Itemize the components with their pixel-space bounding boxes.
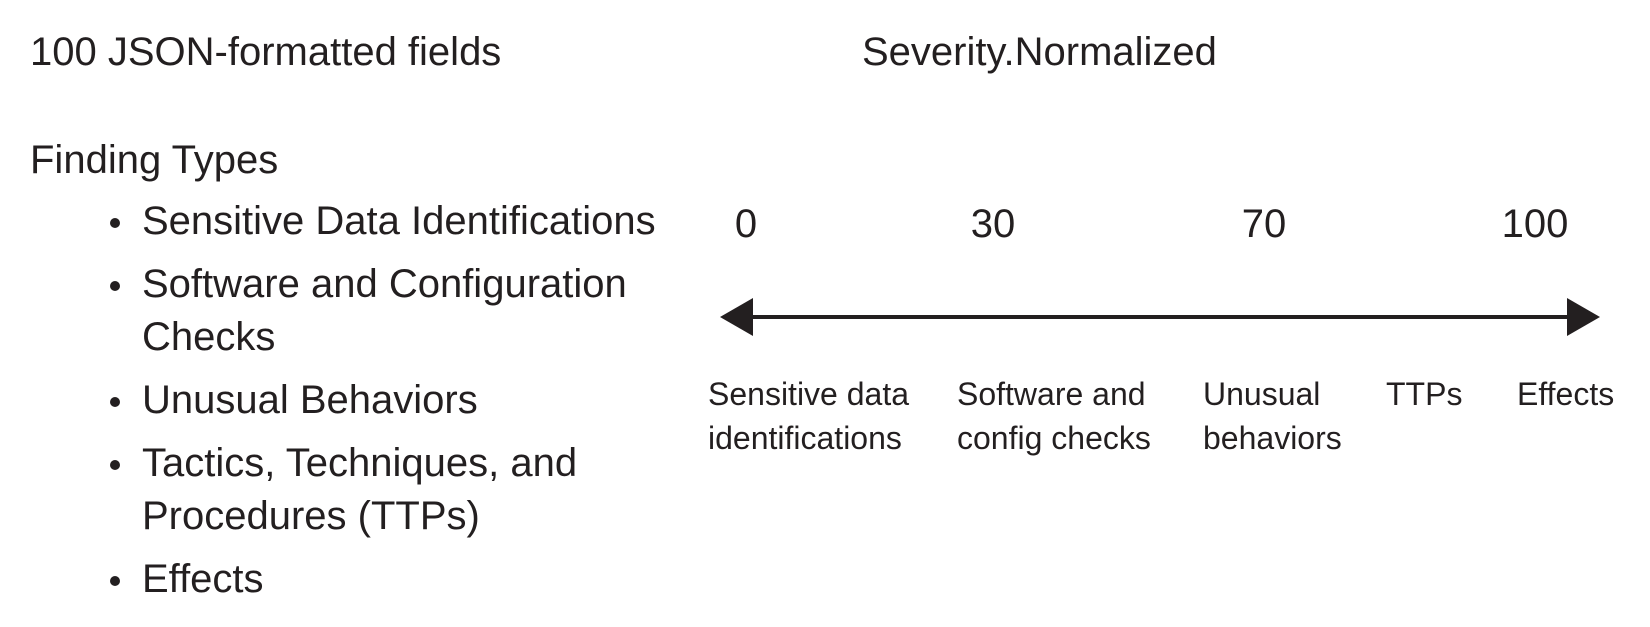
finding-type-label-continued: Procedures (TTPs) — [142, 494, 480, 538]
category-label-effects — [1517, 372, 1614, 416]
tick-label-70: 70 — [1241, 202, 1287, 246]
bullet-icon — [110, 576, 120, 586]
finding-type-item — [106, 195, 686, 248]
finding-type-label-continued: Checks — [142, 315, 276, 359]
severity-scale-title: Severity.Normalized — [862, 30, 1217, 74]
finding-type-item — [106, 258, 686, 364]
category-label-line: Effects — [1517, 376, 1615, 412]
finding-type-label: Tactics, Techniques, and — [142, 441, 578, 485]
finding-type-item — [106, 437, 686, 543]
bullet-icon — [110, 281, 120, 291]
category-label-line: Unusual — [1203, 376, 1321, 412]
bullet-icon — [110, 460, 120, 470]
severity-axis-double-arrow — [720, 295, 1600, 339]
finding-type-label: Unusual Behaviors — [142, 378, 478, 422]
category-label-line: identifications — [708, 420, 902, 456]
tick-label-0: 0 — [734, 202, 758, 246]
category-label-sensitive-data — [708, 372, 909, 460]
finding-type-item — [106, 374, 686, 427]
category-label-ttps — [1386, 372, 1462, 416]
category-label-line: TTPs — [1386, 376, 1463, 412]
category-label-line: behaviors — [1203, 420, 1342, 456]
category-label-software-config — [957, 372, 1151, 460]
fields-count-title: 100 JSON-formatted fields — [30, 30, 502, 74]
finding-type-label: Software and Configuration — [142, 262, 627, 306]
bullet-icon — [110, 218, 120, 228]
category-label-line: config checks — [957, 420, 1151, 456]
category-label-line: Software and — [957, 376, 1146, 412]
finding-type-item — [106, 553, 686, 606]
finding-type-label: Effects — [142, 557, 264, 601]
arrow-right-icon — [1567, 298, 1600, 336]
finding-type-label: Sensitive Data Identifications — [142, 199, 656, 243]
tick-label-100: 100 — [1501, 202, 1569, 246]
category-label-line: Sensitive data — [708, 376, 910, 412]
tick-label-30: 30 — [970, 202, 1016, 246]
arrow-left-icon — [720, 298, 753, 336]
category-label-unusual-behaviors — [1203, 372, 1342, 460]
finding-types-list — [106, 195, 686, 616]
bullet-icon — [110, 397, 120, 407]
finding-types-title: Finding Types — [30, 138, 279, 182]
